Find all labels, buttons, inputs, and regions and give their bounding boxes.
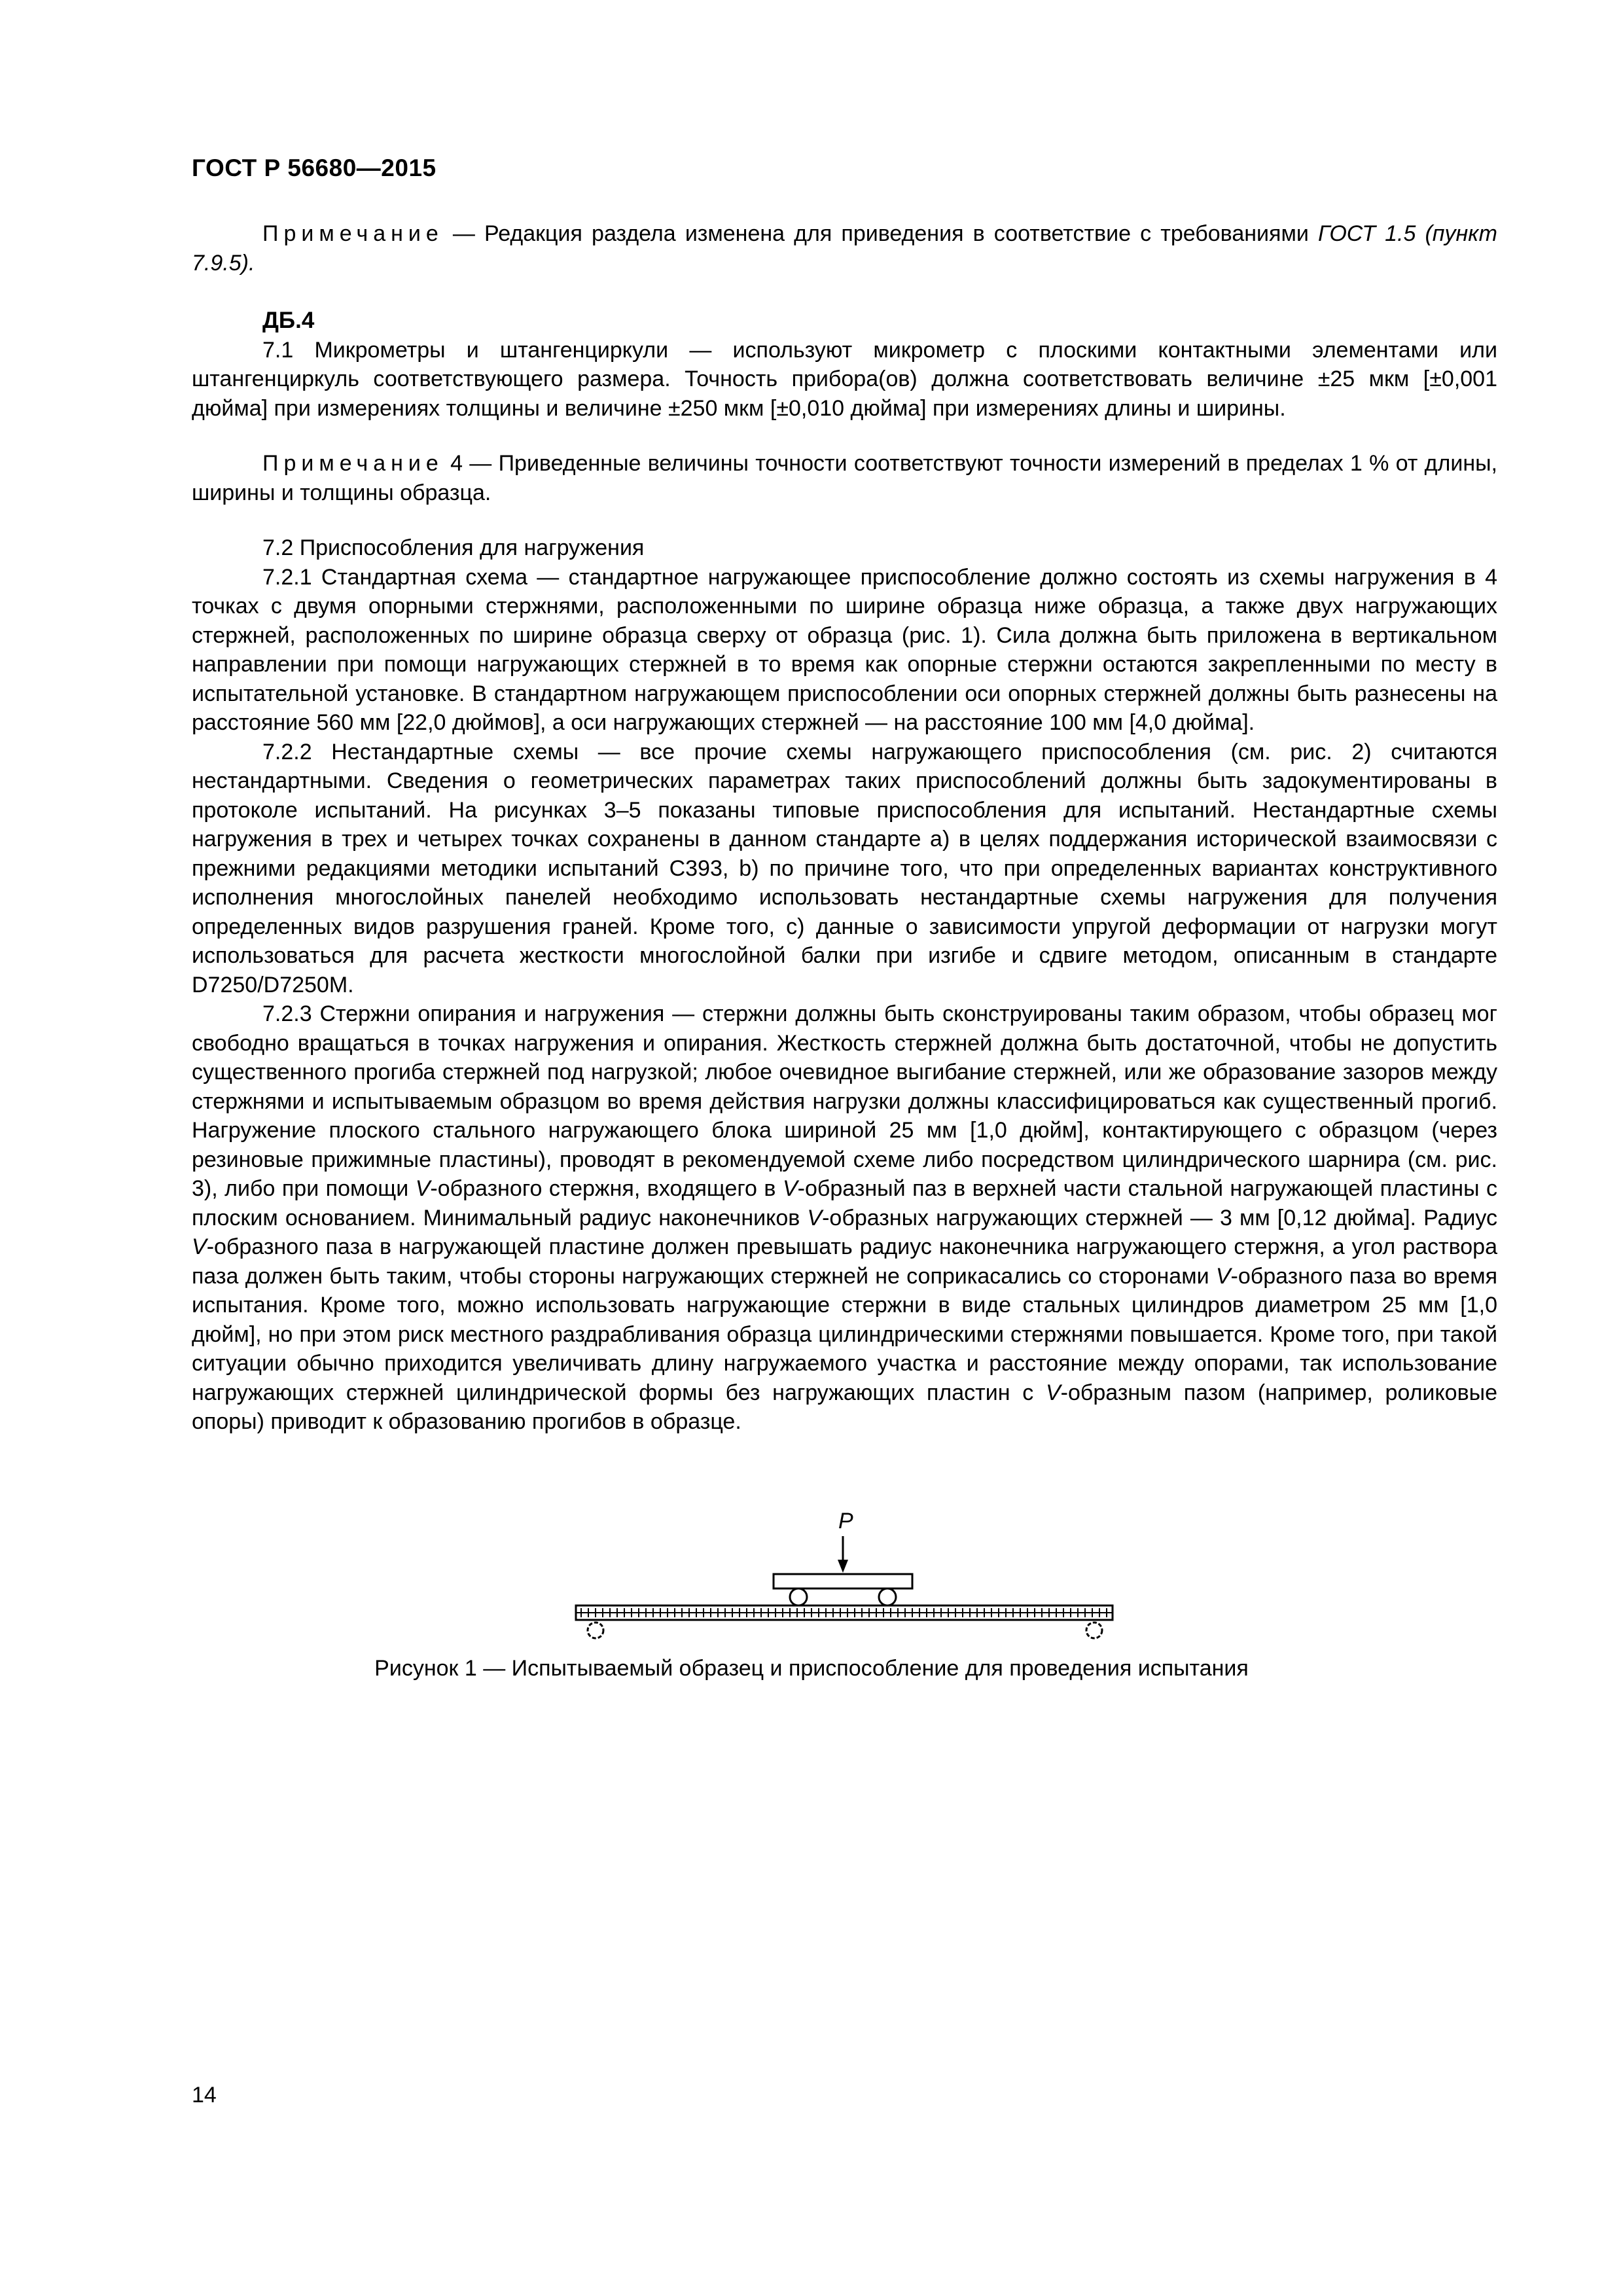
figure-caption: Рисунок 1 — Испытываемый образец и приспособление для проведения испытания [374, 1656, 1249, 1681]
document-body [192, 219, 1497, 1437]
specimen-beam [576, 1605, 1113, 1620]
note-label: Примечание [262, 221, 444, 246]
note-label: Примечание [262, 451, 444, 476]
paragraph-7-2-3 [192, 999, 1497, 1437]
loading-plate [774, 1574, 912, 1588]
load-label: P [838, 1509, 853, 1534]
text-segment: -образных нагружающих стержней — 3 мм [0,12 дюйма]. Радиус [822, 1205, 1497, 1230]
italic-v: V [192, 1234, 207, 1259]
paragraph-7-1: 7.1 Микрометры и штангенциркули — используют микрометр с плоскими контактными элементами или штангенциркуль соответствующего размера. Точность прибора(ов) должна соответствовать величине ±25 мкм [±0,001 дюйма] при измерениях толщины и величине ±250 мкм [±0,010 дюйма] при измерениях длины и ширины. [192, 337, 1497, 421]
text-segment: -образным пазом (например, роликовые опоры) приводит к образованию прогибов в образце. [192, 1380, 1497, 1434]
loading-bar-right [879, 1588, 896, 1605]
italic-v: V [807, 1205, 823, 1230]
text-segment: -образного паза во время испытания. Кроме того, можно использовать нагружающие стержни в виде стальных цилиндров диаметром 25 мм [1,0 дюйм], но при этом риск местного раздрабливания образца цилиндрическими стержнями повышается. Кроме того, при такой ситуации обычно приходится увеличивать длину нагружаемого участка и расстояние между опорами, так использование нагружающих стержней цилиндрической формы без нагружающих пластин с [192, 1263, 1497, 1405]
load-arrow [838, 1536, 848, 1573]
text-segment: 7.2.3 Стержни опирания и нагружения — стержни должны быть сконструированы таким образом, чтобы образец мог свободно вращаться в точках нагружения и опирания. Жесткость стержней должна быть достаточной, чтобы не допустить существенного прогиба стержней под нагрузкой; любое очевидное выгибание стержней, или же образование зазоров между стержнями и испытываемым образцом во время действия нагрузки должны классифицироваться как существенный прогиб. Нагружение плоского стального нагружающего блока шириной 25 мм [1,0 дюйм], контактирующего с образцом (через резиновые прижимные пластины), проводят в рекомендуемой схеме либо посредством цилиндрического шарнира (см. рис. 3), либо при помощи [192, 1001, 1497, 1201]
note-text: — Редакция раздела изменена для приведения в соответствие с требованиями [443, 221, 1318, 246]
support-bar-left [588, 1623, 603, 1638]
page-number: 14 [192, 2083, 217, 2108]
support-bar-right [1086, 1623, 1102, 1638]
note-text: 4 — Приведенные величины точности соответствуют точности измерений в пределах 1 % от длины, ширины и толщины образца. [192, 451, 1497, 505]
section-title: ДБ.4 [262, 308, 315, 333]
loading-bar-left [790, 1588, 807, 1605]
text-segment: -образный паз в верхней части стальной нагружающей пластины с плоским основанием. Минимальный радиус наконечников [192, 1176, 1497, 1230]
italic-v: V [782, 1176, 798, 1201]
paragraph-7-2-2: 7.2.2 Нестандартные схемы — все прочие схемы нагружающего приспособления (см. рис. 2) считаются нестандартными. Сведения о геометрических параметрах таких приспособлений должны быть задокументированы в протоколе испытаний. На рисунках 3–5 показаны типовые приспособления для испытаний. Нестандартные схемы нагружения в трех и четырех точках сохранены в данном стандарте a) в целях поддержания исторической взаимосвязи с прежними редакциями методики испытаний C393, b) по причине того, что при определенных вариантах конструктивного исполнения многослойных панелей необходимо использовать нестандартные схемы нагружения для получения определенных видов разрушения граней. Кроме того, c) данные о зависимости упругой деформации от нагрузки могут использоваться для расчета жесткости многослойной балки при изгибе и сдвиге методом, описанным в стандарте D7250/D7250M. [192, 739, 1497, 997]
paragraph-7-2-1: 7.2.1 Стандартная схема — стандартное нагружающее приспособление должно состоять из схемы нагружения в 4 точках с двумя опорными стержнями, расположенными по ширине образца ниже образца, а также двух нагружающих стержней, расположенных по ширине образца сверху от образца (рис. 1). Сила должна быть приложена в вертикальном направлении при помощи нагружающих стержней в то время как опорные стержни остаются закрепленными по месту в испытательной установке. В стандартном нагружающем приспособлении оси опорных стержней должны быть разнесены на расстояние 560 мм [22,0 дюймов], а оси нагружающих стержней — на расстояние 100 мм [4,0 дюйма]. [192, 564, 1497, 735]
italic-v: V [1215, 1263, 1231, 1289]
text-segment: -образного паза в нагружающей пластине должен превышать радиус наконечника нагружающего стержня, а угол раствора паза должен быть таким, чтобы стороны нагружающих стержней не соприкасались со сторонами [192, 1234, 1497, 1289]
note-revision [192, 219, 1497, 278]
italic-v: V [415, 1176, 431, 1201]
paragraph-7-2: 7.2 Приспособления для нагружения [262, 535, 645, 560]
italic-v: V [1045, 1380, 1061, 1405]
note-4 [192, 449, 1497, 507]
note-reference: ГОСТ 1.5 (пункт 7.9.5). [192, 221, 1497, 276]
document-header: ГОСТ Р 56680—2015 [192, 154, 437, 181]
text-segment: -образного стержня, входящего в [430, 1176, 783, 1201]
